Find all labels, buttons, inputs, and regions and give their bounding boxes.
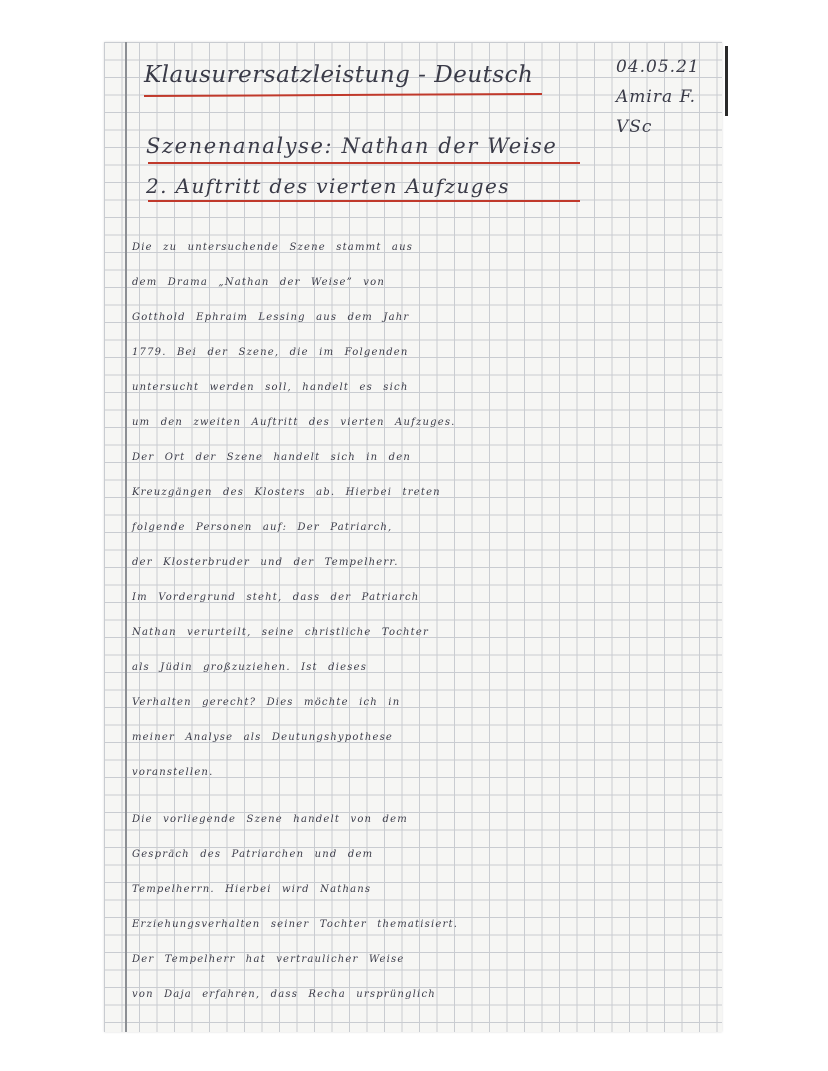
author-name: Amira F. (616, 87, 697, 107)
date: 04.05.21 (616, 57, 700, 77)
text-line: untersucht werden soll, handelt es sich (132, 382, 409, 393)
text-line: Die zu untersuchende Szene stammt aus (132, 242, 414, 253)
text-line: Nathan verurteilt, seine christliche Tochter (132, 627, 429, 638)
text-line: Verhalten gerecht? Dies möchte ich in (132, 697, 401, 708)
text-line: von Daja erfahren, dass Recha ursprünglich (132, 989, 436, 1000)
text-line: Der Tempelherr hat vertraulicher Weise (132, 954, 405, 965)
text-line: der Klosterbruder und der Tempelherr. (132, 557, 399, 568)
text-line: voranstellen. (132, 767, 214, 778)
paragraph-main (132, 802, 722, 1012)
subtitle-underline-1 (148, 162, 580, 164)
text-line: folgende Personen auf: Der Patriarch, (132, 522, 393, 533)
class-label: VSc (616, 117, 653, 137)
page-edge-shadow (725, 46, 728, 116)
text-line: Der Ort der Szene handelt sich in den (132, 452, 412, 463)
title-underline (144, 93, 542, 97)
text-line: 1779. Bei der Szene, die im Folgenden (132, 347, 409, 358)
text-line: Erziehungsverhalten seiner Tochter thematisiert. (132, 919, 459, 930)
header-meta (616, 52, 700, 142)
text-line: Die vorliegende Szene handelt von dem (132, 814, 408, 825)
text-line: Gotthold Ephraim Lessing aus dem Jahr (132, 312, 410, 323)
subtitle-line-1: Szenenanalyse: Nathan der Weise (146, 134, 558, 158)
text-line: als Jüdin großzuziehen. Ist dieses (132, 662, 368, 673)
text-line: Kreuzgängen des Klosters ab. Hierbei treten (132, 487, 441, 498)
margin-line (125, 42, 127, 1032)
text-line: dem Drama „Nathan der Weise” von (132, 277, 386, 288)
text-line: Im Vordergrund steht, dass der Patriarch (132, 592, 420, 603)
text-line: um den zweiten Auftritt des vierten Aufzuges. (132, 417, 456, 428)
subtitle-line-2: 2. Auftritt des vierten Aufzuges (146, 174, 510, 198)
paragraph-introduction (132, 230, 722, 790)
subtitle-underline-2 (148, 200, 580, 202)
page-title: Klausurersatzleistung - Deutsch (144, 62, 534, 88)
text-line: Tempelherrn. Hierbei wird Nathans (132, 884, 372, 895)
text-line: meiner Analyse als Deutungshypothese (132, 732, 394, 743)
text-line: Gespräch des Patriarchen und dem (132, 849, 374, 860)
notebook-page (104, 42, 722, 1032)
